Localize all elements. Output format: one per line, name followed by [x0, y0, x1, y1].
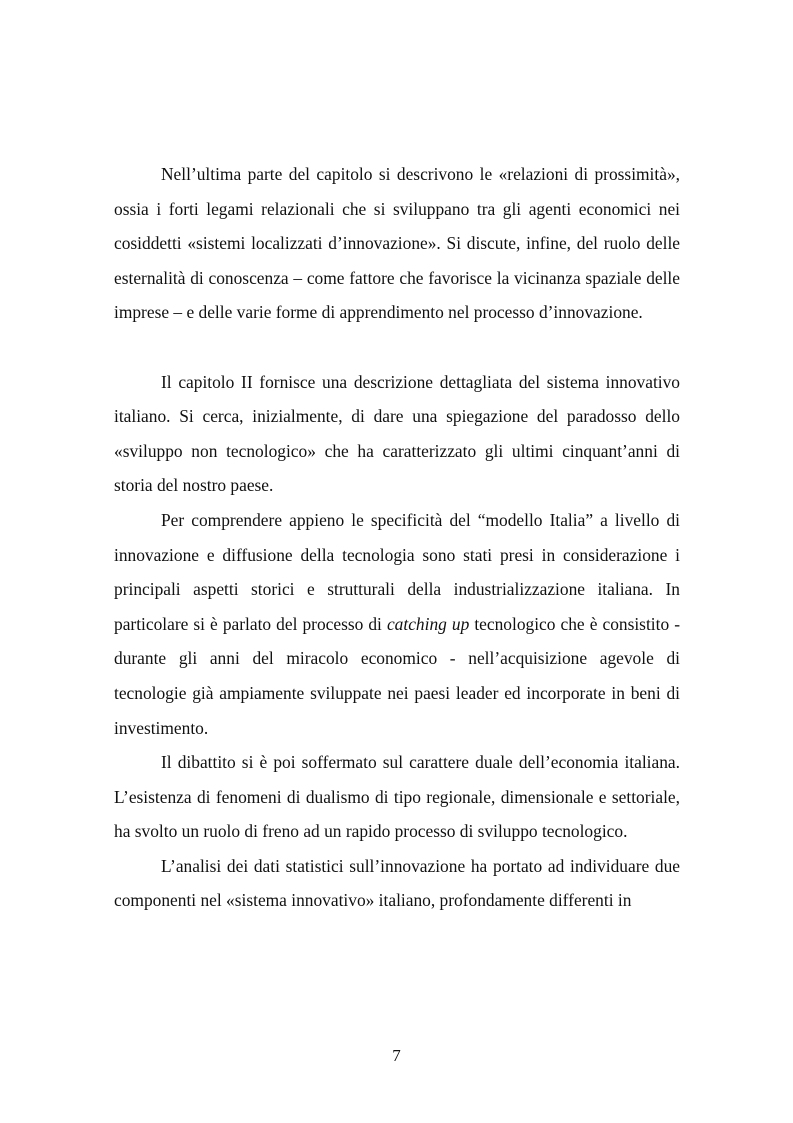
paragraph-italian-model [114, 503, 680, 745]
body-text [114, 157, 680, 918]
page-number: 7 [392, 1046, 401, 1065]
paragraph-text-after: tecnologico che è consistito - durante gli anni del miracolo economico - nell’acquisizione agevole di tecnologie già ampiamente sviluppate nei paesi leader ed incorporate in beni di investimento. [114, 613, 680, 738]
paragraph-statistics: L’analisi dei dati statistici sull’innovazione ha portato ad individuare due componenti nel «sistema innovativo» italiano, profondamente differenti in [114, 855, 680, 911]
paragraph-proximity: Nell’ultima parte del capitolo si descrivono le «relazioni di prossimità», ossia i forti legami relazionali che si sviluppano tra gli agenti economici nei cosiddetti «sistemi localizzati d’innovazione». Si discute, infine, del ruolo delle esternalità di conoscenza – come fattore che favorisce la vicinanza spaziale delle imprese – e delle varie forme di apprendimento nel processo d’innovazione. [114, 164, 680, 323]
paragraph-text-before: Per comprendere appieno le specificità del “modello Italia” a livello di innovazione e diffusione della tecnologia sono stati presi in considerazione i principali aspetti storici e strutturali della industrializzazione italiana. In particolare si è parlato del processo di [114, 509, 680, 634]
paragraph-gap [114, 330, 680, 365]
paragraph-dualism: Il dibattito si è poi soffermato sul carattere duale dell’economia italiana. L’esistenza di fenomeni di dualismo di tipo regionale, dimensionale e settoriale, ha svolto un ruolo di freno ad un rapido processo di sviluppo tecnologico. [114, 752, 680, 842]
emphasis-catching-up: catching up [386, 613, 470, 634]
paragraph-chapter-ii: Il capitolo II fornisce una descrizione dettagliata del sistema innovativo italiano. Si cerca, inizialmente, di dare una spiegazione del paradosso dello «sviluppo non tecnologico» che ha caratterizzato gli ultimi cinquant’anni di storia del nostro paese. [114, 371, 680, 496]
